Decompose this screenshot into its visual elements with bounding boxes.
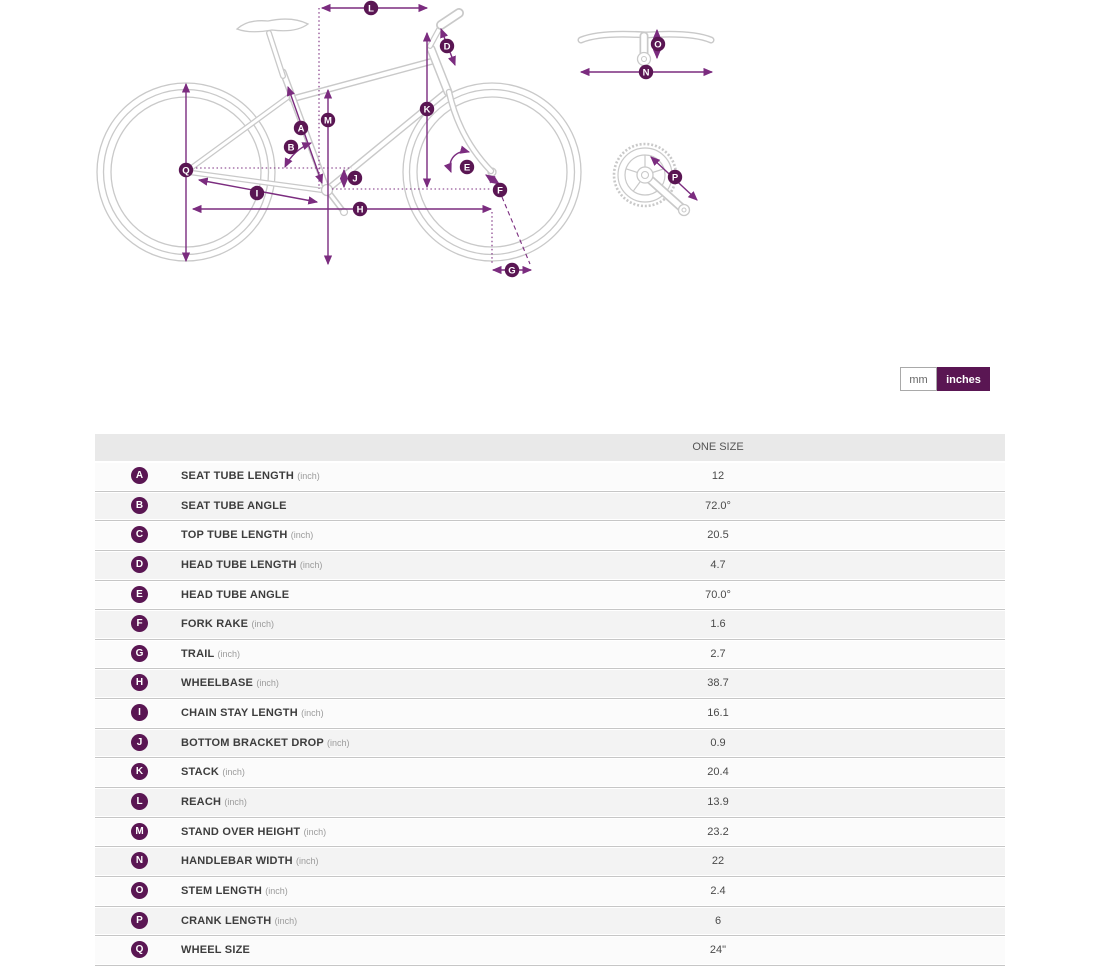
svg-text:B: B [287, 142, 295, 154]
diagram-badge-h [353, 202, 367, 216]
table-row [95, 611, 1005, 641]
row-label: BOTTOM BRACKET DROP (inch) [181, 736, 350, 749]
row-value: 16.1 [707, 707, 729, 720]
table-row [95, 670, 1005, 700]
row-label: REACH (inch) [181, 796, 247, 809]
row-unit: (inch) [274, 915, 298, 926]
svg-text:H: H [356, 204, 364, 216]
svg-text:M: M [324, 115, 332, 127]
row-unit: (inch) [251, 619, 274, 630]
svg-text:F: F [497, 185, 503, 197]
svg-text:J: J [352, 173, 358, 185]
row-letter-badge: L [131, 793, 148, 810]
row-letter-badge: K [131, 763, 148, 780]
row-letter-badge: O [131, 882, 148, 899]
table-row [95, 493, 1005, 523]
row-label: STACK (inch) [181, 766, 245, 779]
row-letter-badge: F [131, 615, 148, 632]
table-row [95, 878, 1005, 908]
svg-text:P: P [671, 172, 679, 184]
row-letter-badge: E [131, 586, 148, 603]
row-unit: (inch) [327, 737, 350, 748]
row-unit: (inch) [297, 471, 320, 481]
diagram-badge-q [179, 163, 193, 177]
row-unit: (inch) [290, 530, 314, 541]
svg-text:I: I [255, 188, 259, 200]
row-value: 2.7 [710, 647, 726, 660]
row-value: 2.4 [710, 884, 726, 897]
inches-toggle-button[interactable]: inches [937, 367, 990, 391]
svg-text:A: A [297, 123, 305, 135]
row-label: TOP TUBE LENGTH (inch) [181, 529, 314, 542]
svg-text:L: L [368, 3, 374, 15]
diagram-badge-o [651, 37, 665, 51]
row-label: TRAIL (inch) [181, 647, 240, 660]
svg-text:Q: Q [182, 165, 190, 177]
diagram-badge-a [294, 121, 308, 135]
row-letter-badge: Q [131, 941, 148, 958]
diagram-badge-g [505, 263, 519, 277]
row-value: 6 [714, 914, 722, 927]
row-letter-badge: A [131, 467, 148, 484]
table-row [95, 730, 1005, 760]
row-unit: (inch) [301, 708, 324, 719]
row-value: 12 [711, 470, 725, 482]
row-label: CRANK LENGTH (inch) [181, 914, 298, 927]
row-unit: (inch) [217, 648, 240, 659]
diagram-badge-e [460, 160, 474, 174]
row-value: 72.0° [705, 499, 731, 512]
row-value: 0.9 [710, 736, 726, 749]
row-letter-badge: G [131, 645, 148, 662]
svg-text:K: K [423, 104, 431, 116]
table-row [95, 819, 1005, 849]
geometry-diagram [90, 0, 740, 310]
row-value: 22 [711, 855, 725, 868]
diagram-badge-d [440, 39, 454, 53]
diagram-badge-k [420, 102, 434, 116]
table-row [95, 700, 1005, 730]
svg-text:O: O [654, 39, 662, 51]
svg-text:D: D [443, 41, 451, 53]
row-letter-badge: J [131, 734, 148, 751]
table-row [95, 552, 1005, 582]
svg-text:N: N [642, 67, 650, 79]
row-label: HANDLEBAR WIDTH (inch) [181, 855, 319, 868]
row-label: FORK RAKE (inch) [181, 618, 274, 631]
row-unit: (inch) [296, 856, 319, 867]
row-label: SEAT TUBE ANGLE [181, 499, 287, 512]
table-row [95, 522, 1005, 552]
row-value: 13.9 [707, 796, 729, 809]
row-value: 24" [709, 944, 727, 957]
svg-text:G: G [508, 265, 516, 277]
svg-text:E: E [463, 162, 471, 174]
table-row [95, 848, 1005, 878]
diagram-badge-m [321, 113, 335, 127]
table-row [95, 463, 1005, 493]
row-label: WHEEL SIZE [181, 944, 251, 957]
handlebar-drawing [581, 34, 711, 65]
unit-toggle [900, 367, 990, 391]
table-header-row [95, 434, 1005, 461]
row-value: 4.7 [710, 558, 726, 571]
geometry-table [95, 434, 1005, 967]
row-unit: (inch) [265, 885, 288, 896]
table-row [95, 759, 1005, 789]
table-row [95, 582, 1005, 612]
row-value: 1.6 [710, 618, 726, 631]
row-letter-badge: P [131, 912, 148, 929]
row-unit: (inch) [299, 559, 323, 570]
row-letter-badge: N [131, 852, 148, 869]
table-body [95, 463, 1005, 967]
row-label: HEAD TUBE ANGLE [181, 588, 290, 601]
row-value: 70.0° [705, 588, 731, 601]
row-value: 20.4 [707, 766, 729, 779]
table-row [95, 937, 1005, 967]
row-letter-badge: C [131, 526, 148, 543]
row-letter-badge: B [131, 497, 148, 514]
row-letter-badge: M [131, 823, 148, 840]
diagram-badge-n [639, 65, 653, 79]
row-label: HEAD TUBE LENGTH (inch) [181, 558, 323, 571]
row-label: STEM LENGTH (inch) [181, 884, 288, 897]
row-unit: (inch) [224, 797, 247, 808]
row-label: SEAT TUBE LENGTH (inch) [181, 470, 320, 482]
diagram-badge-l [364, 1, 378, 15]
row-letter-badge: I [131, 704, 148, 721]
diagram-badge-j [348, 171, 362, 185]
table-row [95, 908, 1005, 938]
row-label: STAND OVER HEIGHT (inch) [181, 825, 327, 838]
row-letter-badge: H [131, 674, 148, 691]
size-column-header: ONE SIZE [692, 441, 744, 453]
mm-toggle-button[interactable]: mm [900, 367, 937, 391]
bike-drawing [97, 13, 581, 261]
row-unit: (inch) [303, 826, 327, 837]
row-label: WHEELBASE (inch) [181, 677, 279, 690]
diagram-badge-i [250, 186, 264, 200]
row-value: 23.2 [707, 825, 729, 838]
row-label: CHAIN STAY LENGTH (inch) [181, 707, 324, 720]
row-value: 38.7 [707, 677, 729, 690]
diagram-badge-f [493, 183, 507, 197]
table-row [95, 789, 1005, 819]
diagram-badge-b [284, 140, 298, 154]
row-letter-badge: D [131, 556, 148, 573]
table-row [95, 641, 1005, 671]
row-value: 20.5 [707, 529, 729, 542]
row-unit: (inch) [222, 767, 245, 778]
diagram-badge-p [668, 170, 682, 184]
row-unit: (inch) [256, 678, 279, 689]
